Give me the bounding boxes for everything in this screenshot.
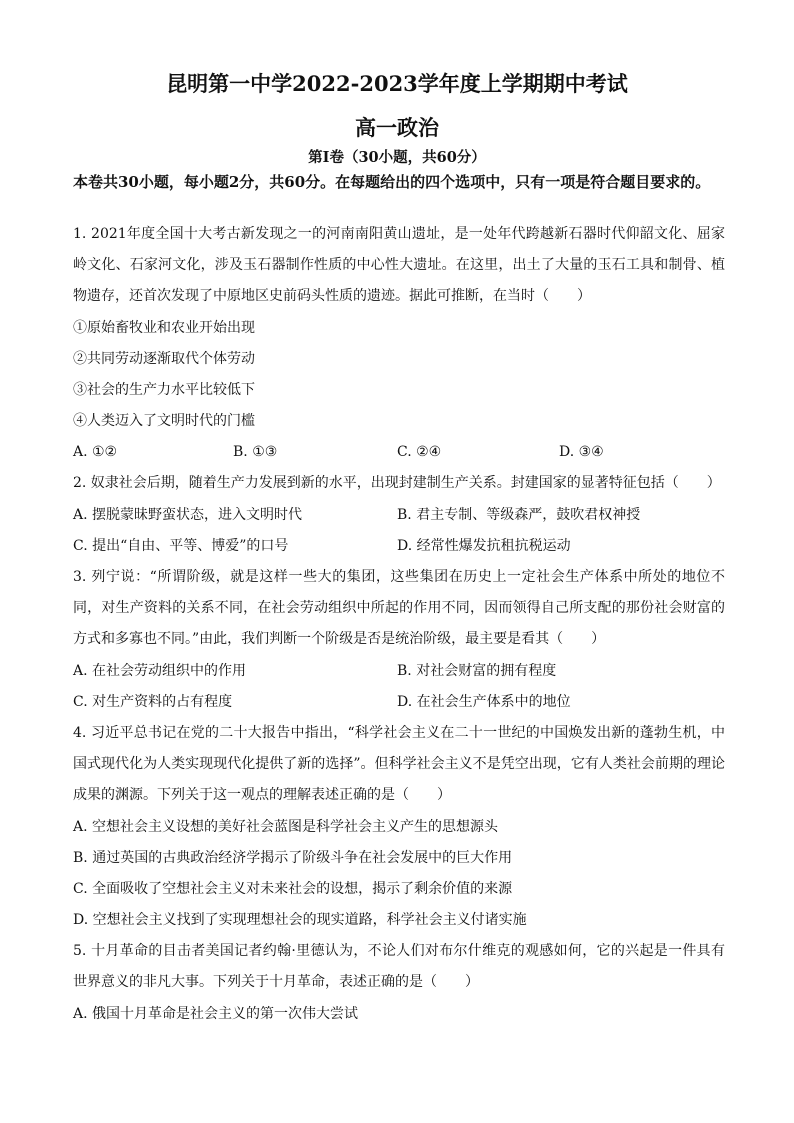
question-3-option-c[interactable]: C. 对生产资料的占有程度 xyxy=(73,694,233,710)
question-3-option-b[interactable]: B. 对社会财富的拥有程度 xyxy=(397,663,557,679)
question-1-option-c[interactable]: C. ②④ xyxy=(397,444,442,460)
question-1-stem: 1. 2021年度全国十大考古新发现之一的河南南阳黄山遗址，是一处年代跨越新石器时代仰韶文化、屈家岭文化、石家河文化，涉及玉石器制作性质的中心性大遗址。在这里，出土了大量的玉石工具和制骨、植物遗存，还首次发现了中原地区史前码头性质的遗迹。据此可推断，在当时（ ） xyxy=(73,226,725,304)
question-3-option-a[interactable]: A. 在社会劳动组织中的作用 xyxy=(73,663,247,679)
section-heading: 第Ⅰ卷（30小题，共60分） xyxy=(308,149,486,166)
subject-title: 高一政治 xyxy=(355,115,439,140)
question-4-option-d[interactable]: D. 空想社会主义找到了实现理想社会的现实道路，科学社会主义付诸实施 xyxy=(73,912,527,928)
instructions: 本卷共30小题，每小题2分，共60分。在每题给出的四个选项中，只有一项是符合题目要求的。 xyxy=(73,173,711,191)
question-5-stem: 5. 十月革命的目击者美国记者约翰·里德认为，不论人们对布尔什维克的观感如何，它的兴起是一件具有世界意义的非凡大事。下列关于十月革命，表述正确的是（ ） xyxy=(73,943,725,990)
question-4-option-a[interactable]: A. 空想社会主义设想的美好社会蓝图是科学社会主义产生的思想源头 xyxy=(73,819,499,835)
question-4-stem: 4. 习近平总书记在党的二十大报告中指出，“科学社会主义在二十一世纪的中国焕发出新的蓬勃生机，中国式现代化为人类实现现代化提供了新的选择”。但科学社会主义不是凭空出现，它有人类社会前期的理论成果的渊源。下列关于这一观点的理解表述正确的是（ ） xyxy=(73,725,725,803)
question-2-option-c[interactable]: C. 提出“自由、平等、博爱”的口号 xyxy=(73,538,289,554)
question-5-option-a[interactable]: A. 俄国十月革命是社会主义的第一次伟大尝试 xyxy=(73,1006,359,1022)
question-3-option-d[interactable]: D. 在社会生产体系中的地位 xyxy=(397,694,571,710)
question-1-option-d[interactable]: D. ③④ xyxy=(559,444,604,460)
question-1-option-a[interactable]: A. ①② xyxy=(73,444,118,460)
question-2-option-a[interactable]: A. 摆脱蒙昧野蛮状态，进入文明时代 xyxy=(73,507,303,523)
exam-title: 昆明第一中学2022-2023学年度上学期期中考试 xyxy=(166,71,628,96)
question-4-option-b[interactable]: B. 通过英国的古典政治经济学揭示了阶级斗争在社会发展中的巨大作用 xyxy=(73,850,513,866)
statement-1: ①原始畜牧业和农业开始出现 xyxy=(73,320,255,336)
question-1-option-b[interactable]: B. ①③ xyxy=(233,444,278,460)
question-2-option-d[interactable]: D. 经常性爆发抗租抗税运动 xyxy=(397,538,571,554)
statement-2: ②共同劳动逐渐取代个体劳动 xyxy=(73,351,255,367)
question-2-option-b[interactable]: B. 君主专制、等级森严，鼓吹君权神授 xyxy=(397,507,641,523)
statement-3: ③社会的生产力水平比较低下 xyxy=(73,382,255,398)
question-2-stem: 2. 奴隶社会后期，随着生产力发展到新的水平，出现封建制生产关系。封建国家的显著特征包括（ ） xyxy=(73,475,721,491)
statement-4: ④人类迈入了文明时代的门槛 xyxy=(73,413,255,429)
question-3-stem: 3. 列宁说：“所谓阶级，就是这样一些大的集团，这些集团在历史上一定社会生产体系中所处的地位不同，对生产资料的关系不同，在社会劳动组织中所起的作用不同，因而领得自己所支配的那份社会财富的方式和多寡也不同。”由此，我们判断一个阶级是否是统治阶级，最主要是看其（ ） xyxy=(73,569,725,647)
question-4-option-c[interactable]: C. 全面吸收了空想社会主义对未来社会的设想，揭示了剩余价值的来源 xyxy=(73,881,513,897)
